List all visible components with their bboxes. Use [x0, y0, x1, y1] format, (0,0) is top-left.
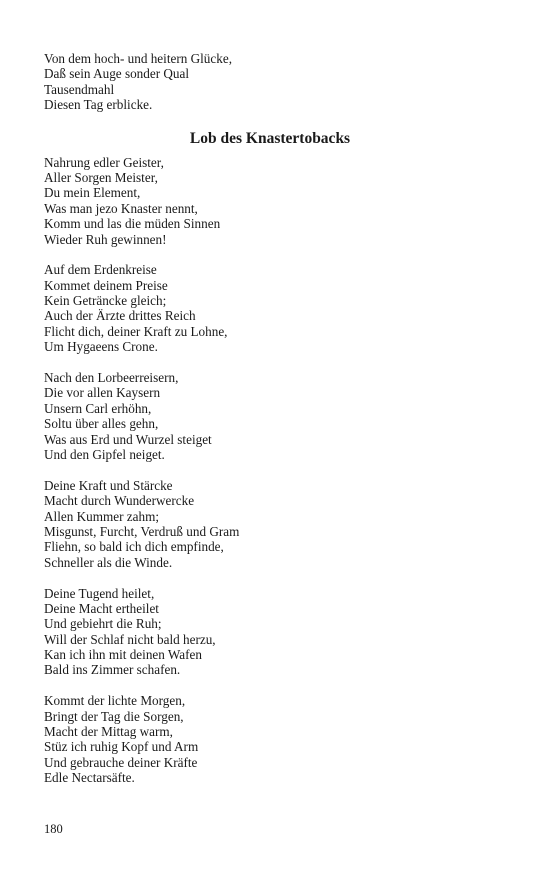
- verse-line: Unsern Carl erhöhn,: [44, 400, 152, 416]
- verse-line: Und den Gipfel neiget.: [44, 446, 165, 462]
- stanza-1: [44, 155, 504, 247]
- verse-line: Deine Macht ertheilet: [44, 600, 159, 616]
- verse-line: Daß sein Auge sonder Qual: [44, 66, 190, 82]
- verse-line: Will der Schlaf nicht bald herzu,: [44, 631, 216, 647]
- poem-title: Lob des Knastertobacks: [189, 129, 351, 147]
- verse-line: Macht durch Wunderwercke: [44, 493, 195, 509]
- verse-line: Wieder Ruh gewinnen!: [44, 231, 167, 247]
- stanza-4: [44, 478, 504, 570]
- verse-line: Bringt der Tag die Sorgen,: [44, 708, 184, 724]
- verse-line: Was aus Erd und Wurzel steiget: [44, 431, 212, 447]
- verse-line: Flicht dich, deiner Kraft zu Lohne,: [44, 323, 228, 339]
- verse-line: Deine Kraft und Stärcke: [44, 477, 173, 493]
- verse-line: Kein Geträncke gleich;: [44, 293, 167, 309]
- verse-line: Komm und las die müden Sinnen: [44, 216, 221, 232]
- verse-line: Schneller als die Winde.: [44, 554, 173, 570]
- verse-line: Stüz ich ruhig Kopf und Arm: [44, 739, 199, 755]
- verse-line: Diesen Tag erblicke.: [44, 97, 153, 113]
- verse-line: Auf dem Erdenkreise: [44, 262, 157, 278]
- verse-line: Auch der Ärzte drittes Reich: [44, 308, 196, 324]
- verse-line: Du mein Element,: [44, 185, 141, 201]
- verse-line: Macht der Mittag warm,: [44, 724, 173, 740]
- verse-line: Allen Kummer zahm;: [44, 508, 159, 524]
- verse-line: Bald ins Zimmer schafen.: [44, 662, 181, 678]
- stanza-6: [44, 693, 504, 785]
- verse-line: Fliehn, so bald ich dich empfinde,: [44, 539, 224, 555]
- verse-line: Edle Nectarsäfte.: [44, 770, 135, 786]
- verse-line: Und gebiehrt die Ruh;: [44, 616, 162, 632]
- verse-line: Um Hygaeens Crone.: [44, 339, 158, 355]
- verse-line: Nahrung edler Geister,: [44, 154, 164, 170]
- previous-poem-ending: [44, 51, 504, 113]
- verse-line: Deine Tugend heilet,: [44, 585, 155, 601]
- poem-body: [44, 155, 504, 786]
- verse-line: Von dem hoch- und heitern Glücke,: [44, 51, 232, 66]
- page-body: [44, 51, 504, 786]
- verse-line: Tausendmahl: [44, 81, 115, 97]
- verse-line: Kommet deinem Preise: [44, 277, 168, 293]
- verse-line: Und gebrauche deiner Kräfte: [44, 754, 198, 770]
- verse-line: Die vor allen Kaysern: [44, 385, 161, 401]
- verse-line: Nach den Lorbeerreisern,: [44, 370, 179, 386]
- stanza-3: [44, 370, 504, 462]
- verse-line: Kommt der lichte Morgen,: [44, 693, 186, 709]
- stanza-5: [44, 586, 504, 678]
- page-number: 180: [44, 822, 63, 836]
- verse-line: Was man jezo Knaster nennt,: [44, 200, 198, 216]
- verse-line: Soltu über alles gehn,: [44, 416, 159, 432]
- verse-line: Aller Sorgen Meister,: [44, 169, 158, 185]
- stanza-2: [44, 262, 504, 354]
- verse-line: Kan ich ihn mit deinen Wafen: [44, 647, 202, 663]
- verse-line: Misgunst, Furcht, Verdruß und Gram: [44, 523, 240, 539]
